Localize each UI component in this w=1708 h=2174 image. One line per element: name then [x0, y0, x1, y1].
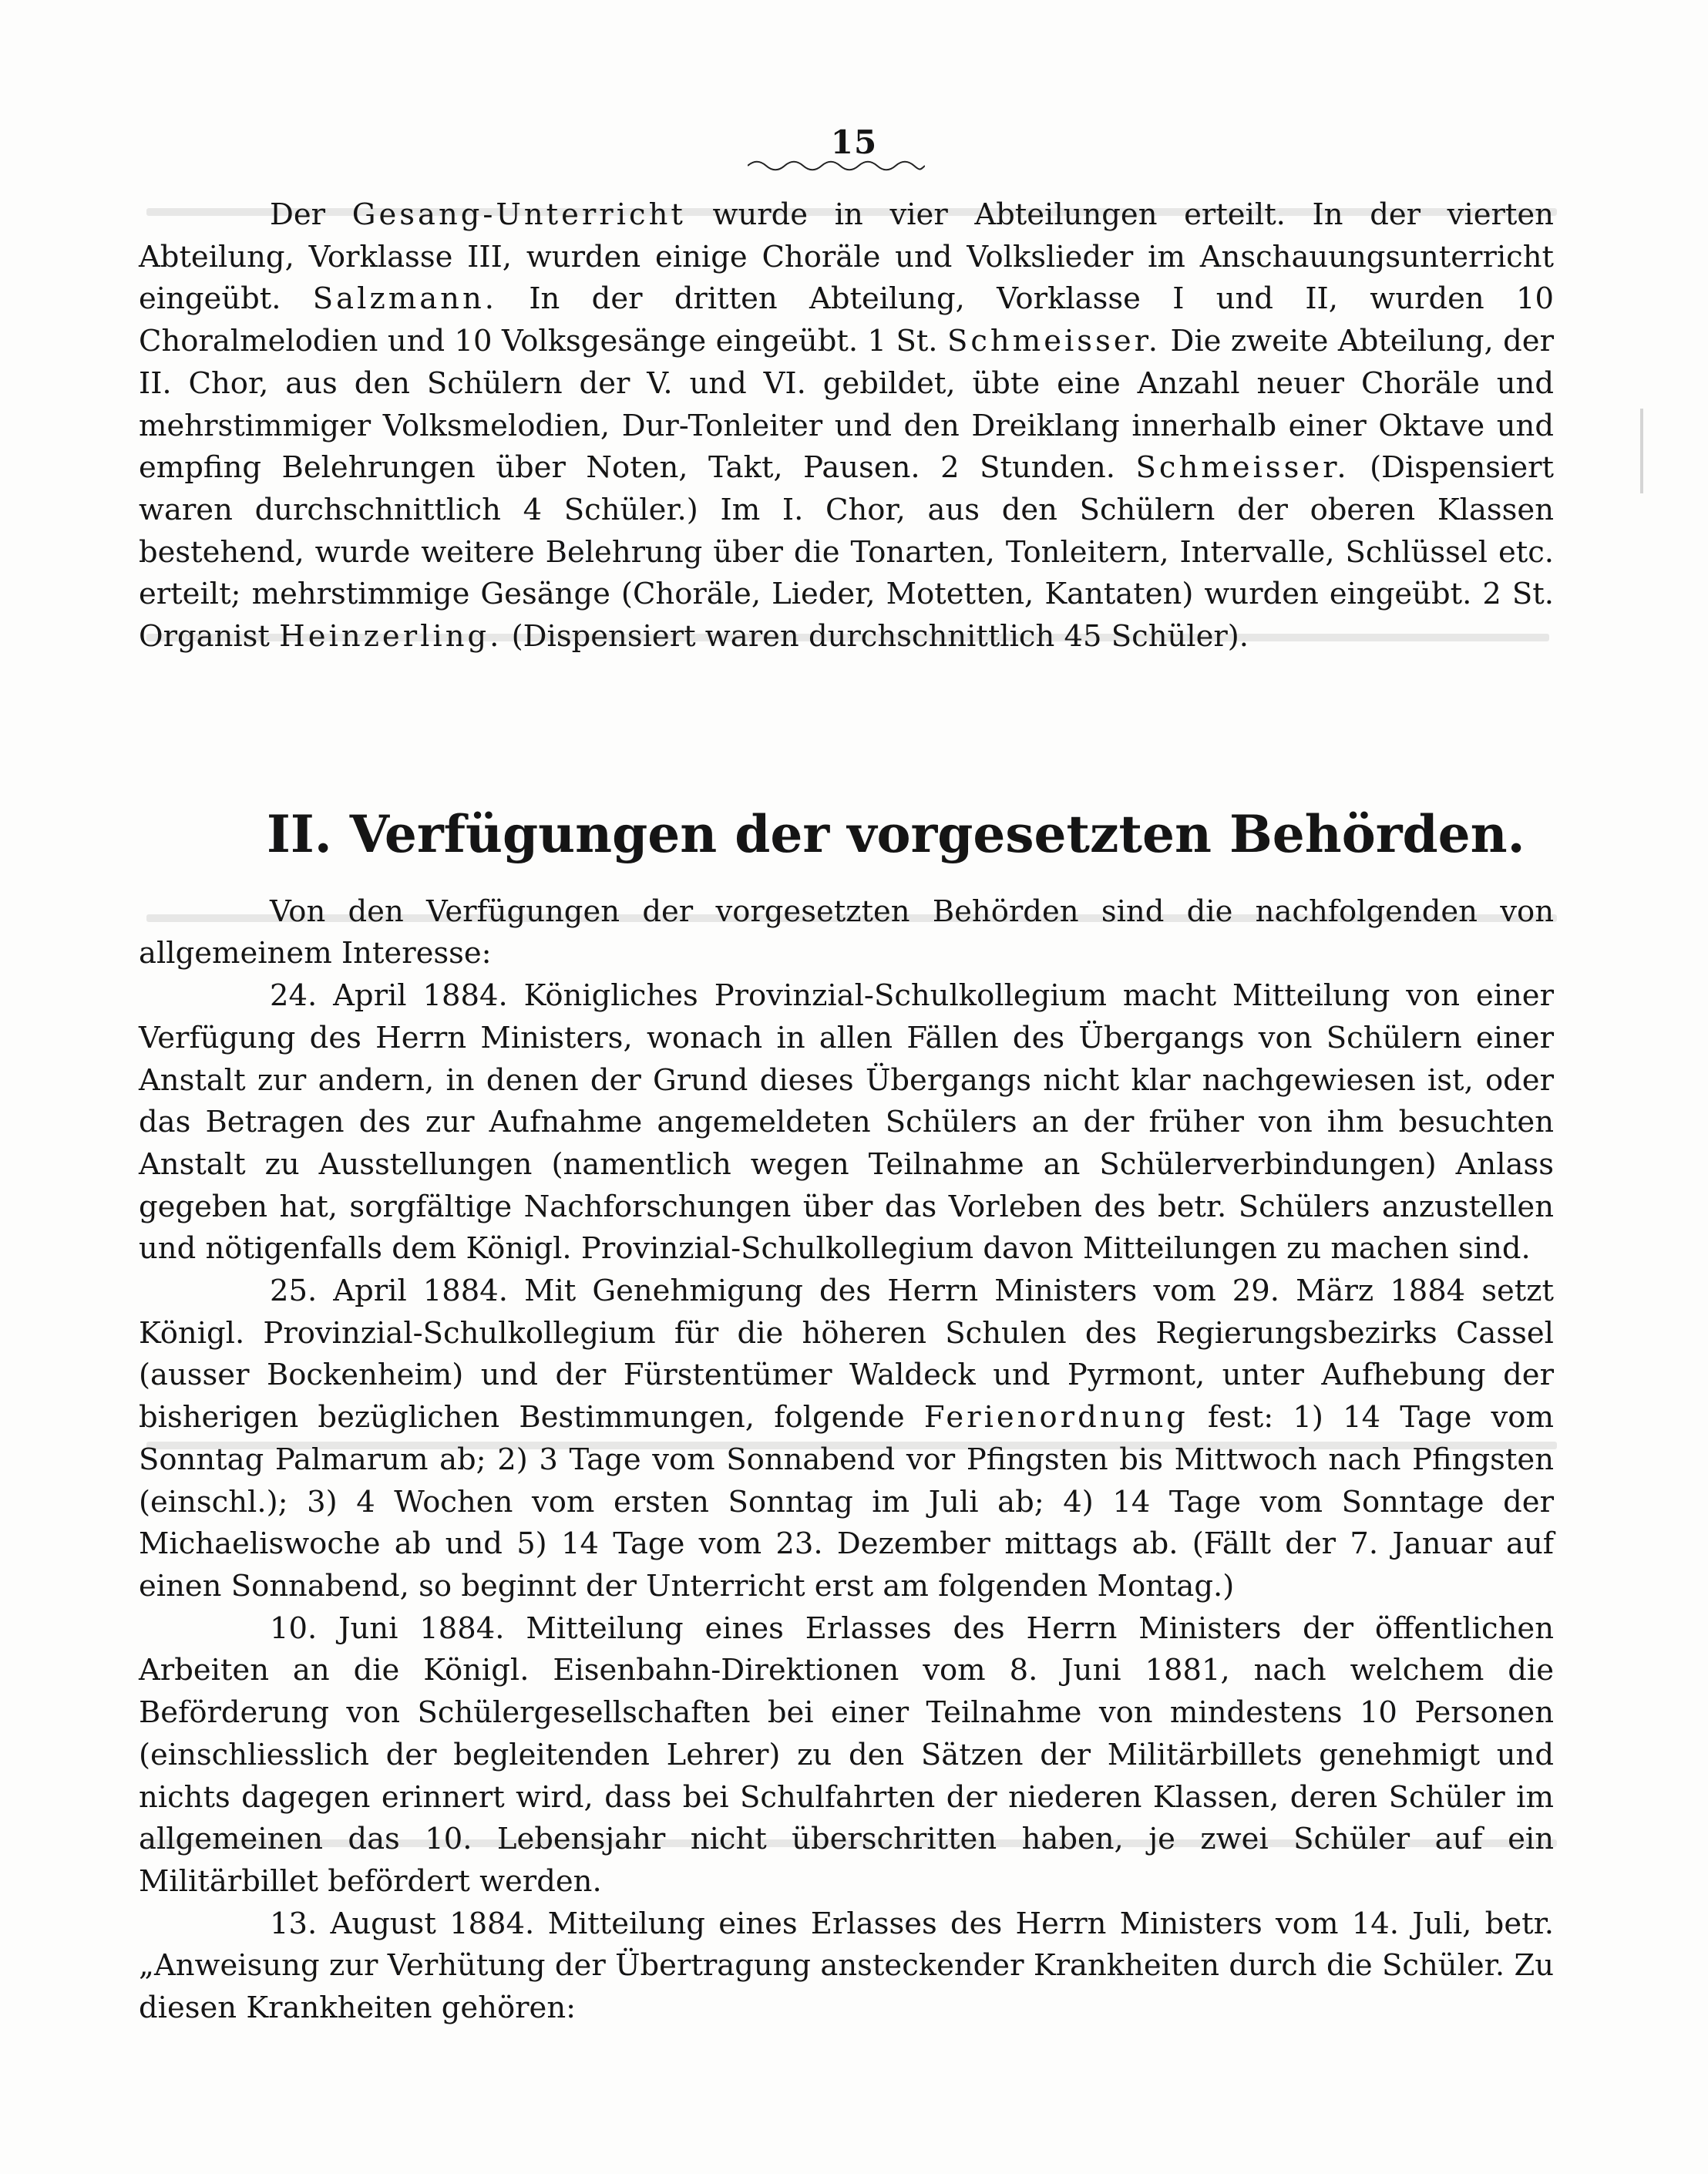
section-one-text: wurde in vier Abteilungen erteilt. In der vierten Abteilung, Vorklasse III, wurden einige Choräle und Volkslieder im Anschauungsunterricht eingeübt. [139, 197, 1554, 317]
section-one-text: Der [270, 197, 326, 232]
section-one-paragraph [139, 194, 1554, 658]
section-one-text: (Dispensiert waren durchschnittlich 45 Schüler). [511, 619, 1249, 655]
teacher-name: Schmeisser. [1135, 450, 1350, 486]
page-content [139, 194, 1554, 2030]
entry-text: 25. April 1884. Mit Genehmigung des Herrn Ministers vom 29. März 1884 setzt Königl. Provinzial-Schulkollegium für die höheren Schulen des Regierungsbezirks Cassel (ausser Bockenheim) und der Fürstentümer Waldeck und Pyrmont, unter Aufhebung der bisherigen bezüglichen Bestimmungen, folgende [139, 1274, 1554, 1435]
section-one-text: Die zweite Abteilung, der II. Chor, aus den Schülern der V. und VI. gebildet, übte eine Anzahl neuer Choräle und mehrstimmiger Volksmelodien, Dur-Tonleiter und den Dreiklang innerhalb einer Oktave und empfing Belehrungen über Noten, Takt, Pausen. 2 Stunden. [139, 324, 1554, 486]
section-one-subject: Gesang-Unterricht [351, 197, 686, 232]
entry-25-april-1884 [139, 1270, 1554, 1608]
entry-13-august-1884: 13. August 1884. Mitteilung eines Erlasses des Herrn Ministers vom 14. Juli, betr. „Anweisung zur Verhütung der Übertragung ansteckender Krankheiten durch die Schüler. Zu diesen Krankheiten gehören: [139, 1906, 1554, 2026]
teacher-name: Salzmann. [312, 281, 498, 317]
section-one-text: In der dritten Abteilung, Vorklasse I und II, wurden 10 Choralmelodien und 10 Volksgesänge eingeübt. 1 St. [139, 281, 1554, 359]
entry-text: fest: 1) 14 Tage vom Sonntag Palmarum ab; 2) 3 Tage vom Sonnabend vor Pfingsten bis Mittwoch nach Pfingsten (einschl.); 3) 4 Wochen vom ersten Sonntag im Juli ab; 4) 14 Tage vom Sonntage der Michaeliswoche ab und 5) 14 Tage vom 23. Dezember mittags ab. (Fällt der 7. Januar auf einen Sonnabend, so beginnt der Unterricht erst am folgenden Montag.) [139, 1400, 1554, 1604]
section-one-text: (Dispensiert waren durchschnittlich 4 Schüler.) Im I. Chor, aus den Schülern der oberen Klassen bestehend, wurde weitere Belehrung über die Tonarten, Tonleitern, Intervalle, Schlüssel etc. erteilt; mehrstimmige Gesänge (Choräle, Lieder, Motetten, Kantaten) wurden eingeübt. 2 St. Organist [139, 450, 1554, 655]
entry-10-juni-1884: 10. Juni 1884. Mitteilung eines Erlasses des Herrn Ministers der öffentlichen Arbeiten an die Königl. Eisenbahn-Direktionen vom 8. Juni 1881, nach welchem die Beförderung von Schülergesellschaften bei einer Teilnahme von mindestens 10 Personen (einschliesslich der begleitenden Lehrer) zu den Sätzen der Militärbillets genehmigt und nichts dagegen erinnert wird, dass bei Schulfahrten der niederen Klassen, deren Schüler im allgemeinen das 10. Lebensjahr nicht überschritten haben, je zwei Schüler auf ein Militärbillet befördert werden. [139, 1610, 1554, 1899]
teacher-name: Schmeisser. [946, 324, 1162, 359]
page-edge-mark [1640, 409, 1643, 493]
page-number-underline [748, 160, 925, 171]
section-two-intro: Von den Verfügungen der vorgesetzten Behörden sind die nachfolgenden von allgemeinem Interesse: [139, 893, 1554, 971]
teacher-name: Heinzerling. [279, 619, 503, 655]
entry-24-april-1884: 24. April 1884. Königliches Provinzial-Schulkollegium macht Mitteilung von einer Verfügung des Herrn Ministers, wonach in allen Fällen des Übergangs von Schülern einer Anstalt zur andern, in denen der Grund dieses Übergangs nicht klar nachgewiesen ist, oder das Betragen des zur Aufnahme angemeldeten Schülers an der früher von ihm besuchten Anstalt zu Ausstellungen (namentlich wegen Teilnahme an Schülerverbindungen) Anlass gegeben hat, sorgfältige Nachforschungen über das Vorleben des betr. Schülers anzustellen und nötigenfalls dem Königl. Provinzial-Schulkollegium davon Mitteilungen zu machen sind. [139, 978, 1554, 1267]
holiday-schedule-term: Ferienordnung [923, 1400, 1189, 1435]
page-number: 15 [830, 123, 878, 161]
section-heading: II. Verfügungen der vorgesetzten Behörden. [267, 803, 1525, 864]
